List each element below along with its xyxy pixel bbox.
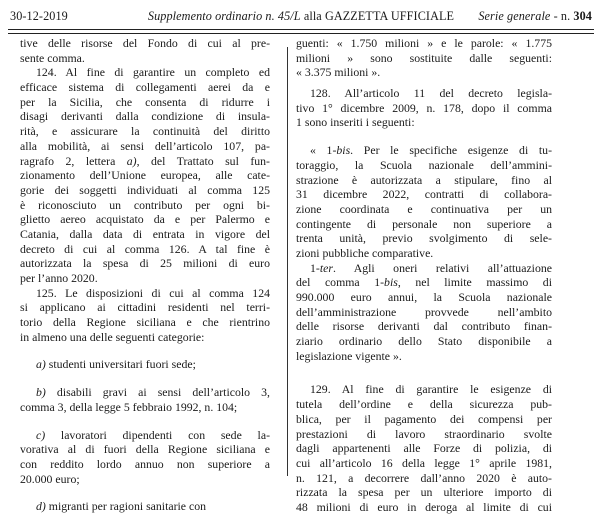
header-date: 30-12-2019 xyxy=(10,9,68,23)
text-line: 31 dicembre 2022, contratti di collabora- xyxy=(296,187,552,202)
list-item-line: a) studenti universitari fuori sede; xyxy=(36,357,196,372)
text-line: prestazioni di lavoro straordinario svolte xyxy=(296,426,552,441)
text-line: tive delle risorse del Fondo di cui al pre- xyxy=(20,36,270,50)
column-divider xyxy=(287,47,288,476)
page-header xyxy=(10,3,592,29)
text-line: 48 milioni di euro in deroga al limite di cui xyxy=(296,499,552,514)
list-item-line: 20.000 euro; xyxy=(20,471,80,486)
text-line: dell’amministrazione provvede nell’ambito xyxy=(296,304,552,319)
text-line: dagli appartenenti alle Forze di polizia, di xyxy=(296,441,552,456)
text-line: strazione è autorizzata a stipulare, fino al xyxy=(296,172,552,187)
header-series xyxy=(478,3,592,29)
text-line: autorizzata la spesa di 25 milioni di euro xyxy=(20,256,270,271)
text-line: 125. Le disposizioni di cui al comma 124 xyxy=(36,285,270,300)
text-line: zione coordinata e continuativa per un xyxy=(296,201,552,216)
text-line: rizzata la spesa per un ulteriore importo di xyxy=(296,485,552,500)
text-line: legislazione vigente ». xyxy=(296,348,402,363)
paragraph-gap xyxy=(20,486,270,499)
text-line: blica, per il pagamento dei compensi per xyxy=(296,411,552,426)
text-line: trenta unità, previo svolgimento di sele- xyxy=(296,231,552,246)
text-line: ziario ordinario dello Stato disponibile a xyxy=(296,334,552,349)
text-line: disagi derivanti dalla condizione di insula- xyxy=(20,109,270,124)
header-series-label: Serie generale xyxy=(478,9,551,23)
text-line: cui all’articolo 16 della legge 1° aprile 1981, xyxy=(296,455,552,470)
text-line: 128. All’articolo 11 del decreto legisla- xyxy=(310,86,552,101)
header-supplement: Supplemento ordinario n. 45/L xyxy=(147,9,301,23)
text-line: contingente di personale non superiore a xyxy=(296,216,552,231)
text-line: « 3.375 milioni ». xyxy=(296,65,381,80)
text-line: zionamento dell’Unione europea, alle cate- xyxy=(20,168,270,183)
paragraph-gap xyxy=(296,130,552,143)
text-line: 1 sono inseriti i seguenti: xyxy=(296,115,415,130)
text-line: « 1-bis. Per le specifiche esigenze di tu- xyxy=(310,143,552,158)
left-column xyxy=(20,36,270,514)
text-line: per la Sicilia, che consenta di ridurre i xyxy=(20,94,270,109)
list-item-line: c) lavoratori dipendenti con sede la- xyxy=(36,427,270,442)
text-line: 1-ter. Agli oneri relativi all’attuazione xyxy=(310,260,552,275)
list-item-line: b) disabili gravi ai sensi dell’articolo 3, xyxy=(36,385,270,400)
paragraph-gap xyxy=(20,415,270,428)
header-number-label: - n. xyxy=(550,9,574,23)
list-item-line: d) migranti per ragioni sanitarie con xyxy=(36,499,207,514)
text-line: delle risorse derivanti dal contributo finan- xyxy=(296,319,552,334)
list-item-line: con reddito lordo annuo non superiore a xyxy=(20,456,270,471)
text-line: 990.000 euro annui, la Scuola nazionale xyxy=(296,290,552,304)
paragraph-gap xyxy=(20,372,270,385)
text-line: decreto di cui al comma 126. A tal fine è xyxy=(20,241,270,256)
header-issue-number: 304 xyxy=(573,9,592,23)
list-item-line: vorativa al di fuori della Regione siciliana e xyxy=(20,442,270,457)
text-line: 129. Al fine di garantire le esigenze di xyxy=(310,382,552,397)
text-line: guenti: « 1.750 milioni » e le parole: « 1.775 xyxy=(296,36,552,50)
text-line: torio della Regione siciliana e che rientrino xyxy=(20,315,270,330)
right-column xyxy=(296,36,552,515)
text-line: alla mobilità, ai sensi dell’articolo 107, pa- xyxy=(20,138,270,153)
text-line: 124. Al fine di garantire un completo ed xyxy=(36,65,270,80)
paragraph-gap xyxy=(20,344,270,357)
text-line: milioni » sono sostituite dalle seguenti: xyxy=(296,50,552,65)
text-line: gorie dei soggetti individuati al comma 125 xyxy=(20,182,270,197)
text-line: per l’anno 2020. xyxy=(20,271,98,285)
text-line: sente comma. xyxy=(20,50,85,65)
list-item-line: comma 3, della legge 5 febbraio 1992, n. 104; xyxy=(20,399,238,414)
text-line: toraggio, la Scuola nazionale dell’ammini- xyxy=(296,157,552,172)
text-line: zioni pubbliche comparative. xyxy=(296,245,434,260)
text-line: ragrafo 2, lettera a), del Trattato sul fun- xyxy=(20,153,270,168)
text-line: in almeno una delle seguenti categorie: xyxy=(20,329,205,344)
text-line: tivo 1° dicembre 2009, n. 178, dopo il comma xyxy=(296,100,552,115)
header-double-rule xyxy=(8,29,594,34)
text-line: n. 121, a decorrere dall’anno 2020 è auto- xyxy=(296,470,552,485)
text-line: tutela dell’ordine e della sicurezza pub- xyxy=(296,397,552,412)
text-line: rità, e assicurare la continuità del diritto xyxy=(20,124,270,139)
text-line: del comma 1-bis, nel limite massimo di xyxy=(296,275,552,290)
text-line: efficace sistema di collegamenti aerei da e xyxy=(20,80,270,95)
text-line: Catania, dalla data di entrata in vigore del xyxy=(20,226,270,241)
paragraph-gap xyxy=(296,363,552,376)
text-line: è riconosciuto un contributo per ogni bi- xyxy=(20,197,270,212)
header-gazzetta: alla GAZZETTA UFFICIALE xyxy=(300,9,455,23)
text-line: glietto aereo acquistato da e per Palermo e xyxy=(20,212,270,227)
text-line: si applicano ai cittadini residenti nel terri- xyxy=(20,300,270,315)
